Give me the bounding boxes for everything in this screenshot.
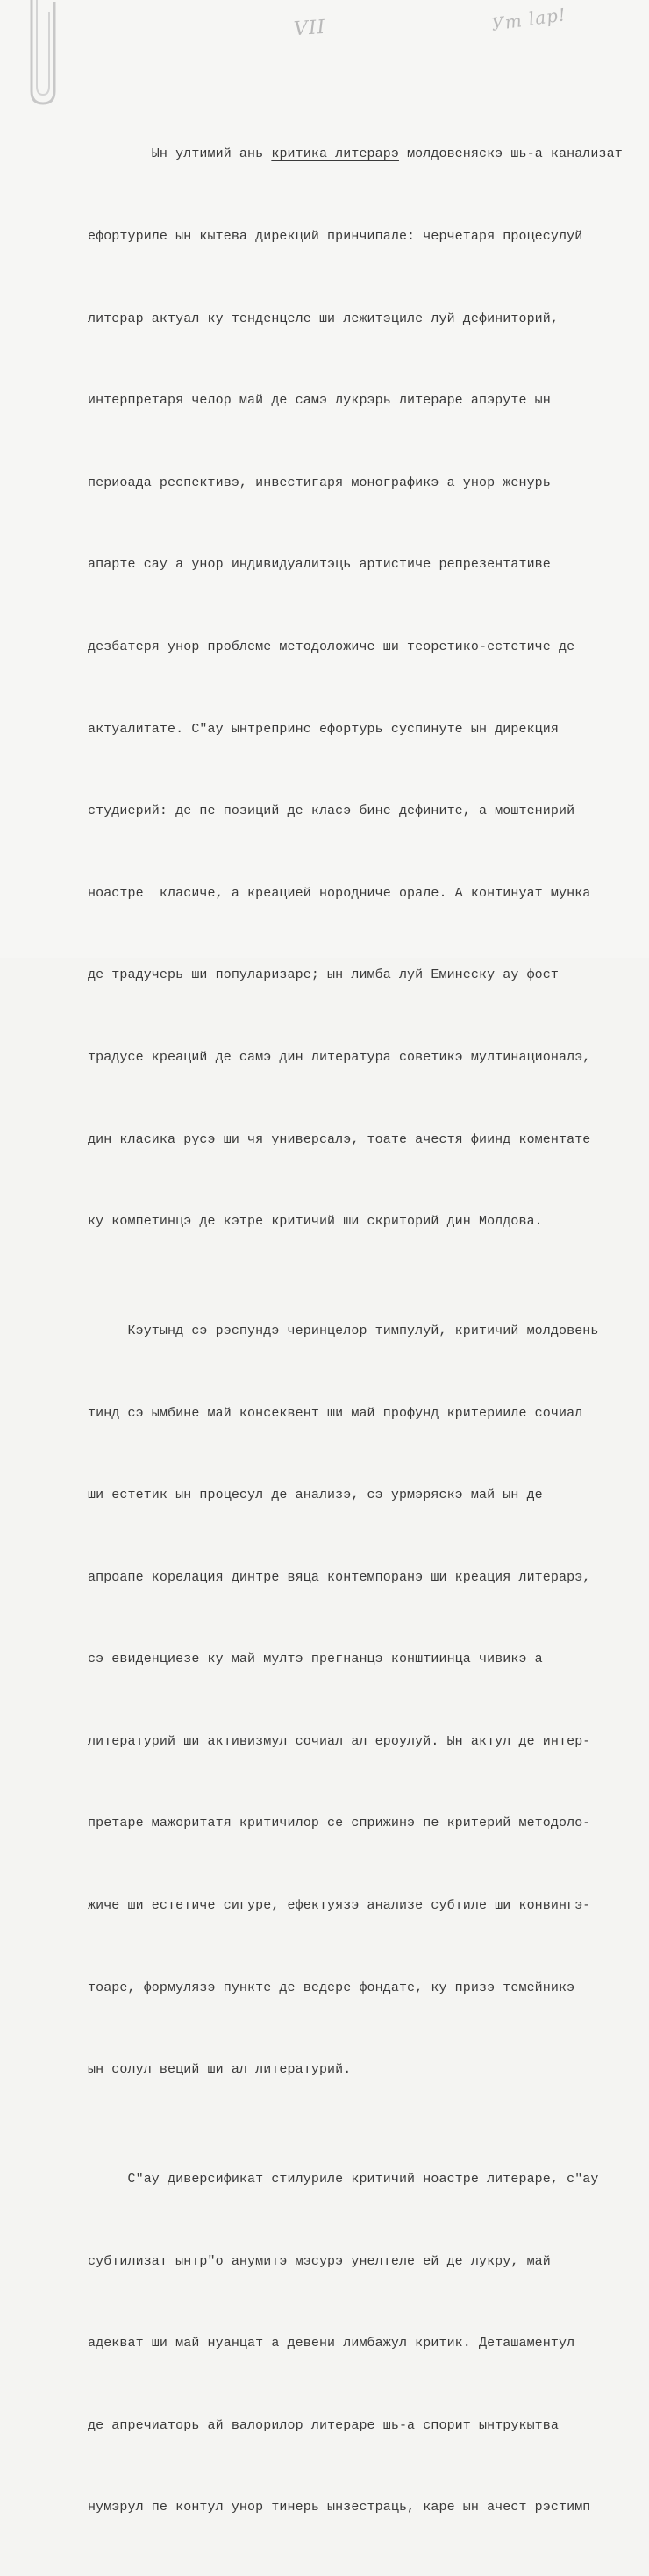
text-line: де апречиаторь ай валорилор литераре шь-а спорит ынтрукытва — [88, 2417, 559, 2433]
text-line: субтилизат ынтр"о анумитэ мэсурэ унелтеле ей де лукру, май — [88, 2253, 551, 2269]
underlined-phrase: критика литерарэ — [271, 146, 399, 162]
text-line: ноастре класиче, а креацией нородниче орале. А континуат мунка — [88, 885, 591, 901]
text-line: литературий ши активизмул сочиал ал ероулуй. Ын актул де интер- — [88, 1733, 591, 1749]
text-line: С"ау диверсификат стилуриле критичий ноастре литераре, с"ау — [88, 2172, 599, 2187]
text-line: Кэутынд сэ рэспундэ черинцелор тимпулуй, критичий молдовень — [88, 1323, 599, 1338]
text-line: ефортуриле ын кытева дирекций принчипале: черчетаря процесулуй — [88, 229, 583, 244]
text-line: интерпретаря челор май де самэ лукрэрь литераре апэруте ын — [88, 393, 551, 409]
text-line: ын солул веций ши ал литературий. — [88, 2062, 352, 2078]
text-line: студиерий: де пе позиций де класэ бине дефините, а моштенирий — [88, 803, 575, 819]
text-line: нумэрул пе контул унор тинерь ынзестраць, каре ын ачест рэстимп — [88, 2500, 591, 2515]
text-line: де традучерь ши популаризаре; ын лимба луй Еминеску ау фост — [88, 967, 559, 983]
margin-roman-numeral: VII — [293, 16, 327, 41]
text-line: адекват ши май нуанцат а девени лимбажул критик. Деташаментул — [88, 2336, 575, 2351]
body-text — [88, 86, 640, 2576]
text-line: периоада респективэ, инвестигаря монографикэ а унор женурь — [88, 475, 551, 490]
text-line: апроапе корелация динтре вяца контемпоранэ ши креация литерарэ, — [88, 1569, 591, 1585]
text-line: ши естетик ын процесул де анализэ, сэ урмэряскэ май ын де — [88, 1488, 543, 1503]
text-line: дин класика русэ ши чя универсалэ, тоате ачестя фиинд коментате — [88, 1131, 591, 1147]
text-line: тинд сэ ымбине май консеквент ши май профунд критерииле сочиал — [88, 1405, 583, 1421]
margin-handwritten-note: Уm lap! — [489, 4, 568, 35]
paperclip-icon — [19, 0, 61, 109]
text-line: сэ евиденциезе ку май мултэ прегнанцэ конштиинца чивикэ а — [88, 1652, 543, 1667]
text-line: жиче ши естетиче сигуре, ефектуязэ анализе субтиле ши конвингэ- — [88, 1898, 591, 1914]
text-line: апарте сау а унор индивидуалитэць артистиче репрезентативе — [88, 557, 551, 573]
text-line: актуалитате. С"ау ынтрепринс ефортурь суспинуте ын дирекция — [88, 721, 559, 737]
text-line: ку компетинцэ де кэтре критичий ши скриторий дин Молдова. — [88, 1214, 543, 1230]
text-line: тоаре, формулязэ пункте де ведере фондате, ку призэ темейникэ — [88, 1980, 575, 1995]
text-line: претаре мажоритатя критичилор се сприжинэ пе критерий методоло- — [88, 1816, 591, 1831]
text-line: традусе креаций де самэ дин литература советикэ мултинационалэ, — [88, 1049, 591, 1065]
text-line: Ын ултимий ань критика литерарэ молдовеняскэ шь-а канализат — [88, 146, 623, 162]
text-line: литерар актуал ку тенденцеле ши лежитэциле луй дефиниторий, — [88, 310, 559, 326]
text-line: дезбатеря унор проблеме методоложиче ши теоретико-естетиче де — [88, 639, 575, 654]
